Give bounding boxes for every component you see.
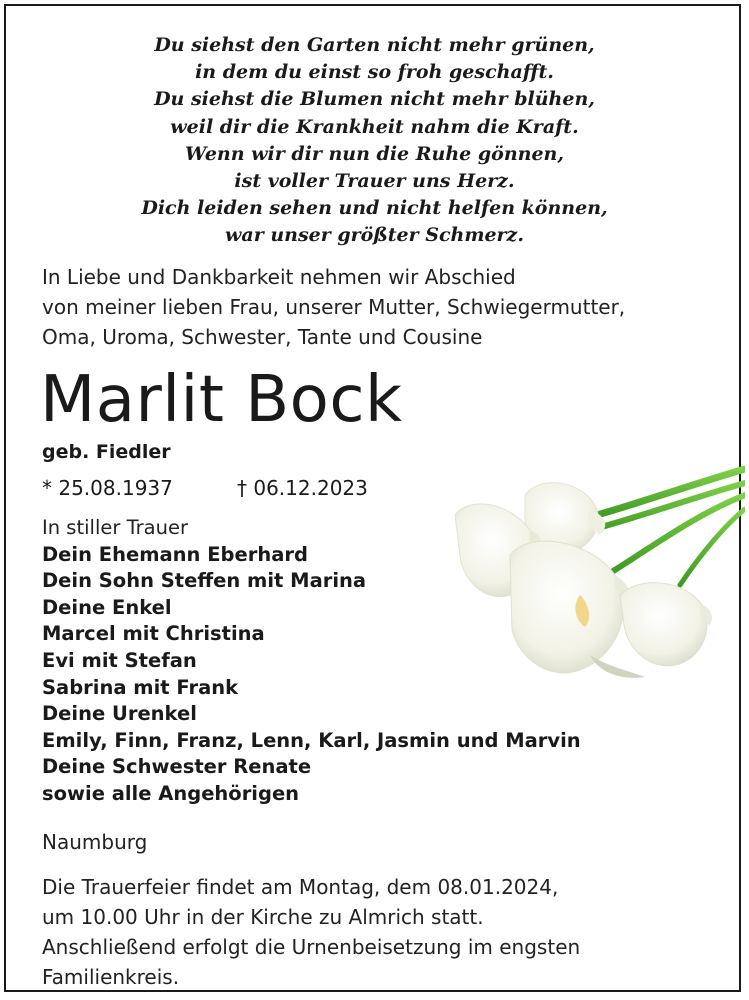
mourner-line: Sabrina mit Frank xyxy=(42,675,239,699)
mourner-line: Deine Schwester Renate xyxy=(42,755,312,779)
mourner-line: Dein Ehemann Eberhard xyxy=(42,542,308,566)
intro-text xyxy=(42,262,625,352)
mourner-line: Deine Enkel xyxy=(42,595,172,619)
service-line: um 10.00 Uhr in der Kirche zu Almrich statt. xyxy=(42,905,484,929)
service-info xyxy=(42,872,580,992)
mourner-line: Evi mit Stefan xyxy=(42,648,197,672)
service-line: Anschließend erfolgt die Urnenbeisetzung im engsten xyxy=(42,935,581,959)
maiden-name: geb. Fiedler xyxy=(42,441,171,463)
mourner-line: Deine Urenkel xyxy=(42,702,197,726)
mourner-line: Dein Sohn Steffen mit Marina xyxy=(42,569,367,593)
intro-line: von meiner lieben Frau, unserer Mutter, Schwiegermutter, xyxy=(42,295,626,319)
birth-date: * 25.08.1937 xyxy=(42,476,173,500)
mourner-line: Emily, Finn, Franz, Lenn, Karl, Jasmin und Marvin xyxy=(42,728,581,752)
poem-line: ist voller Trauer uns Herz. xyxy=(234,170,515,193)
mourner-line: sowie alle Angehörigen xyxy=(42,781,300,805)
intro-line: Oma, Uroma, Schwester, Tante und Cousine xyxy=(42,325,483,349)
poem-line: Wenn wir dir nun die Ruhe gönnen, xyxy=(185,142,564,165)
place-name: Naumburg xyxy=(42,830,148,854)
calla-lily-bouquet-icon xyxy=(440,455,745,690)
lily-flower xyxy=(510,541,631,673)
lily-flower xyxy=(620,583,712,666)
deceased-name: Marlit Bock xyxy=(40,363,403,437)
mourner-line: Marcel mit Christina xyxy=(42,622,265,646)
poem-line: in dem du einst so froh geschafft. xyxy=(195,61,554,84)
service-line: Familienkreis. xyxy=(42,965,180,989)
poem-line: war unser größter Schmerz. xyxy=(225,224,524,247)
poem-line: Du siehst die Blumen nicht mehr blühen, xyxy=(154,88,595,111)
poem xyxy=(0,32,749,250)
poem-line: Du siehst den Garten nicht mehr grünen, xyxy=(154,34,595,56)
life-dates xyxy=(42,474,368,502)
mourners-header: In stiller Trauer xyxy=(42,516,188,539)
intro-line: In Liebe und Dankbarkeit nehmen wir Abschied xyxy=(42,265,516,289)
death-date: † 06.12.2023 xyxy=(237,476,368,500)
poem-line: weil dir die Krankheit nahm die Kraft. xyxy=(170,115,579,138)
service-line: Die Trauerfeier findet am Montag, dem 08.01.2024, xyxy=(42,875,559,899)
poem-line: Dich leiden sehen und nicht helfen können, xyxy=(141,197,608,220)
